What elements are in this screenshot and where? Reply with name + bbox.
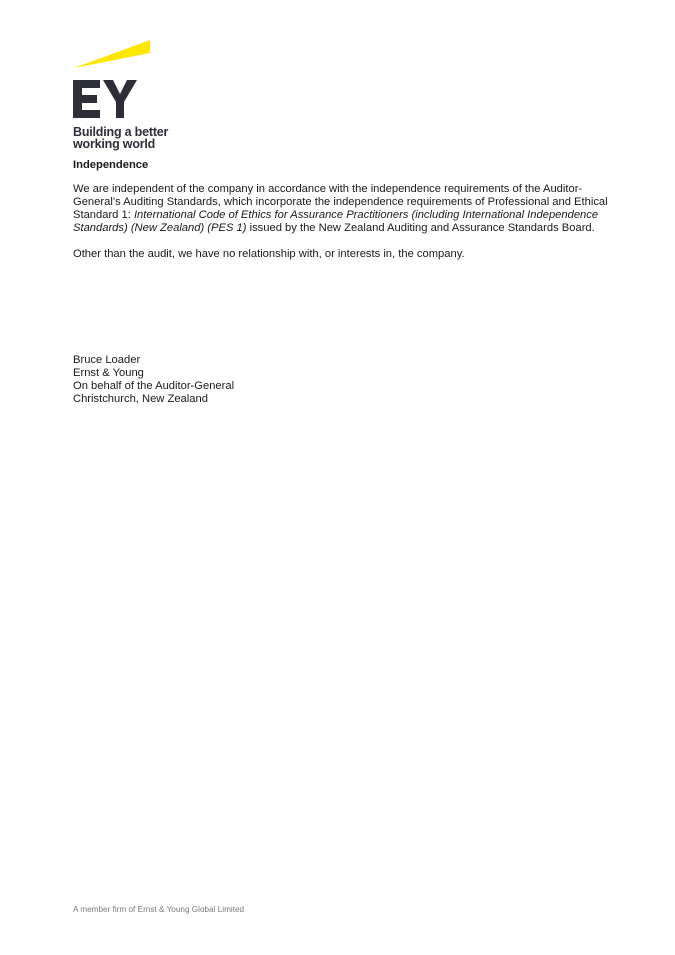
signatory-on-behalf: On behalf of the Auditor-General [73,380,235,392]
paragraph-text-part1: We are independent of the company in accordance with the independence requirements of the Auditor-General’s Auditing Standards, which incorporate the independence requirements of Professional and Ethical Standard 1: [73,183,608,221]
ey-tagline-line2: working world [73,137,156,151]
signatory-location: Christchurch, New Zealand [73,393,208,405]
paragraph-italic-standard: International Code of Ethics for Assurance Practitioners (including International Independence Standards) (New Zealand) (PES 1) [73,209,599,234]
relationship-paragraph: Other than the audit, we have no relationship with, or interests in, the company. [73,248,465,260]
page-footer: A member firm of Ernst & Young Global Limited [73,905,245,914]
ey-letter-e [73,80,100,118]
ey-logo [72,40,182,155]
paragraph-text-part2: issued by the New Zealand Auditing and Assurance Standards Board. [246,222,595,234]
ey-logo-mark [72,40,182,122]
independence-paragraph [73,183,613,235]
section-heading: Independence [73,159,149,171]
ey-beam-icon [74,40,150,68]
signatory-firm: Ernst & Young [73,367,144,379]
signatory-name: Bruce Loader [73,354,141,366]
independence-section [73,159,613,274]
ey-tagline-line1: Building a better [73,125,169,139]
signature-block [73,354,234,406]
ey-letter-y [103,80,137,118]
ey-tagline [73,126,193,150]
